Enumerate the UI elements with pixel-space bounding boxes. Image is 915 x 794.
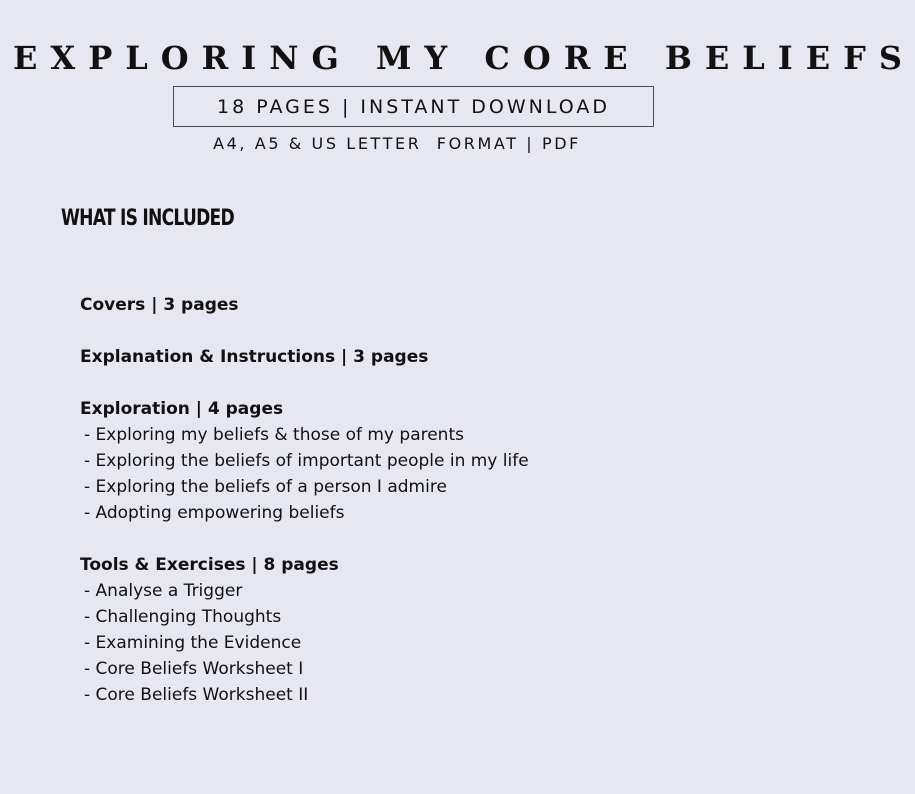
section-heading-included: WHAT IS INCLUDED: [61, 206, 234, 231]
page-title: EXPLORING MY CORE BELIEFS: [13, 39, 915, 77]
group-covers: [80, 292, 720, 318]
list-item: - Adopting empowering beliefs: [84, 503, 345, 523]
list-item: - Core Beliefs Worksheet I: [84, 659, 304, 679]
list-item: - Challenging Thoughts: [84, 607, 282, 627]
group-tools: [80, 552, 720, 708]
included-list: [80, 292, 720, 734]
list-item: - Exploring the beliefs of a person I admire: [84, 477, 447, 497]
group-title: Covers | 3 pages: [80, 295, 239, 315]
list-item: - Core Beliefs Worksheet II: [84, 685, 309, 705]
group-title: Explanation & Instructions | 3 pages: [80, 347, 429, 367]
pages-download-text: 18 PAGES | INSTANT DOWNLOAD: [217, 95, 610, 118]
list-item: - Exploring the beliefs of important people in my life: [84, 451, 529, 471]
group-exploration: [80, 396, 720, 526]
group-title: Tools & Exercises | 8 pages: [80, 555, 339, 575]
group-title: Exploration | 4 pages: [80, 399, 284, 419]
list-item: - Examining the Evidence: [84, 633, 302, 653]
list-item: - Exploring my beliefs & those of my parents: [84, 425, 464, 445]
pages-download-box: [173, 86, 654, 127]
list-item: - Analyse a Trigger: [84, 581, 243, 601]
formats-subtitle: A4, A5 & US LETTER FORMAT | PDF: [213, 134, 581, 153]
group-explanation: [80, 344, 720, 370]
